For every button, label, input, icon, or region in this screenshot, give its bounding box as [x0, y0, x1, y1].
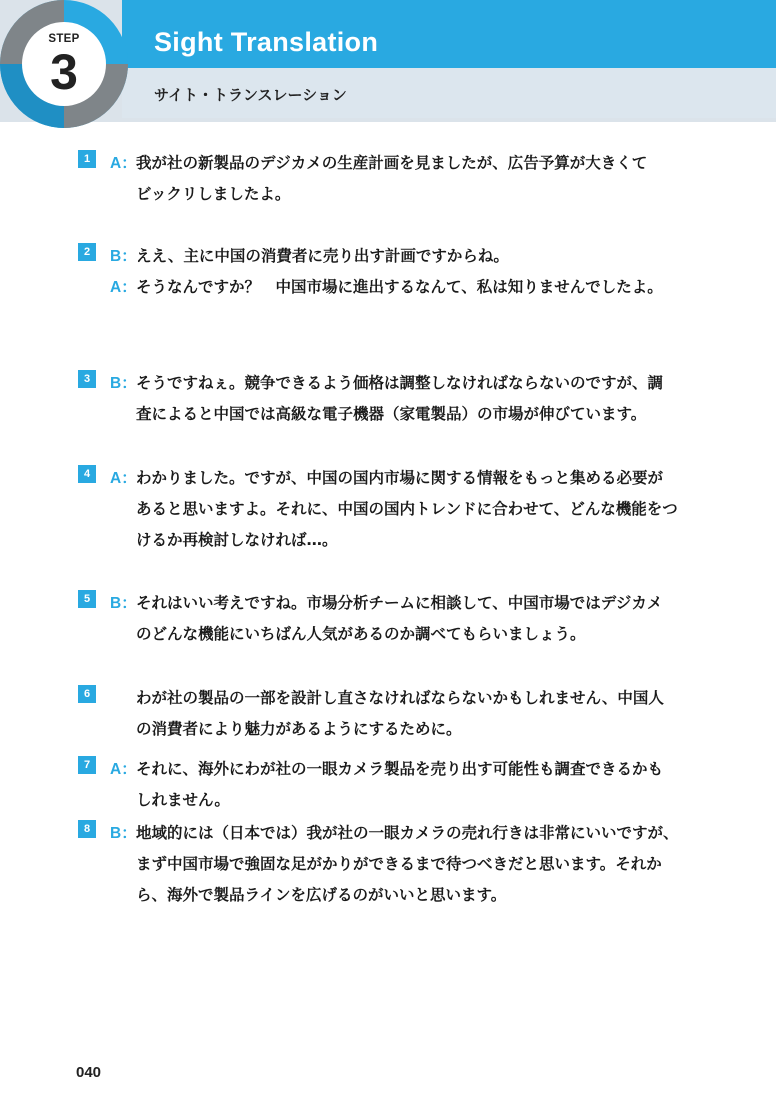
- speaker-label: A：: [110, 470, 137, 487]
- line-text: そうですねぇ。競争できるよう価格は調整しなければならないのですが、調: [136, 374, 664, 392]
- dialogue-line: [110, 754, 698, 785]
- dialogue-item-7: [78, 754, 698, 816]
- line-continuation: のどんな機能にいちばん人気があるのか調べてもらいましょう。: [136, 625, 586, 643]
- dialogue-line: [110, 818, 698, 849]
- page-subtitle: サイト・トランスレーション: [154, 86, 347, 104]
- item-number: 4: [78, 465, 96, 483]
- item-number: 3: [78, 370, 96, 388]
- speaker-label: A：: [110, 761, 137, 778]
- line-text: 地域的には（日本では）我が社の一眼カメラの売れ行きは非常にいいですが、: [136, 824, 679, 842]
- dialogue-item-2: [78, 241, 698, 303]
- step-label: STEP: [48, 33, 80, 45]
- line-text: そうなんですか？ 中国市場に進出するなんて、私は知りませんでしたよ。: [136, 278, 663, 296]
- item-number: 2: [78, 243, 96, 261]
- item-number: 5: [78, 590, 96, 608]
- subtitle-bar: [122, 68, 776, 118]
- line-continuation: あると思いますよ。それに、中国の国内トレンドに合わせて、どんな機能をつ: [136, 500, 678, 518]
- dialogue-item-6: [78, 683, 698, 745]
- line-continuation: ら、海外で製品ラインを広げるのがいいと思います。: [136, 886, 507, 904]
- speaker-label: B：: [110, 595, 137, 612]
- line-continuation: まず中国市場で強固な足がかりができるまで待つべきだと思います。それか: [136, 855, 662, 873]
- speaker-label: B：: [110, 825, 137, 842]
- dialogue-line: [110, 588, 698, 619]
- line-continuation: 査によると中国では高級な電子機器（家電製品）の市場が伸びています。: [136, 405, 647, 423]
- item-number: 8: [78, 820, 96, 838]
- line-continuation: ビックリしましたよ。: [136, 185, 291, 203]
- dialogue-line: [110, 683, 698, 714]
- dialogue-item-4: [78, 463, 698, 556]
- page-number: 040: [76, 1064, 102, 1081]
- line-text: それはいい考えですね。市場分析チームに相談して、中国市場ではデジカメ: [136, 594, 663, 612]
- title-bar: [122, 0, 776, 68]
- dialogue-line: [110, 463, 698, 494]
- dialogue-line: [110, 272, 698, 303]
- item-number: 7: [78, 756, 96, 774]
- line-text: わが社の製品の一部を設計し直さなければならないかもしれません、中国人: [136, 689, 664, 707]
- line-text: 我が社の新製品のデジカメの生産計画を見ましたが、広告予算が大きくて: [136, 154, 648, 172]
- dialogue-line: [110, 241, 698, 272]
- speaker-label: B：: [110, 375, 137, 392]
- step-number: 3: [50, 44, 78, 100]
- speaker-label: A：: [110, 155, 137, 172]
- speaker-label: A：: [110, 279, 137, 296]
- line-continuation: けるか再検討しなければ…。: [136, 531, 338, 549]
- item-number: 1: [78, 150, 96, 168]
- page-title: Sight Translation: [154, 27, 379, 57]
- item-number: 6: [78, 685, 96, 703]
- dialogue-item-8: [78, 818, 698, 911]
- speaker-label: B：: [110, 248, 137, 265]
- dialogue-line: [110, 148, 698, 179]
- dialogue-item-1: [78, 148, 698, 210]
- line-text: それに、海外にわが社の一眼カメラ製品を売り出す可能性も調査できるかも: [136, 760, 664, 778]
- line-text: わかりました。ですが、中国の国内市場に関する情報をもっと集める必要が: [136, 469, 664, 487]
- dialogue-item-5: [78, 588, 698, 650]
- line-text: ええ、主に中国の消費者に売り出す計画ですからね。: [136, 247, 509, 265]
- line-continuation: しれません。: [136, 791, 230, 809]
- dialogue-line: [110, 368, 698, 399]
- dialogue-item-3: [78, 368, 698, 430]
- line-continuation: の消費者により魅力があるようにするために。: [136, 720, 462, 738]
